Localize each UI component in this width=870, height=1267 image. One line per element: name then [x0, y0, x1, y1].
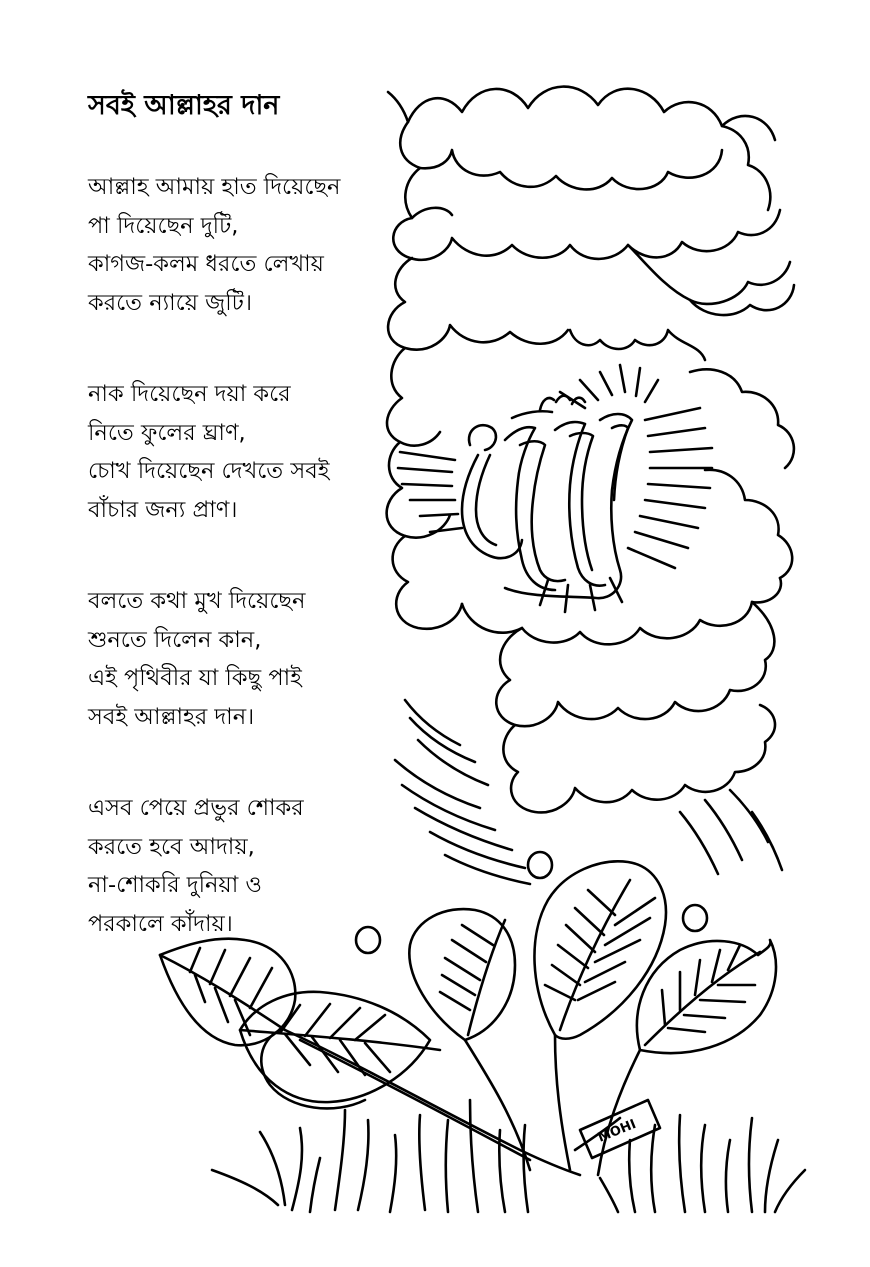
stanza-4: [88, 789, 408, 943]
glow-rays: [398, 330, 712, 612]
allah-calligraphy: [462, 396, 632, 599]
leaf: [637, 940, 776, 1053]
poem-line: শুনতে দিলেন কান,: [88, 626, 262, 653]
poem-line: নাক দিয়েছেন দয়া করে: [88, 381, 291, 407]
poem-line: পা দিয়েছেন দুটি,: [88, 212, 239, 239]
leaf: [534, 861, 665, 1038]
stanza-1: [88, 168, 408, 322]
wind-lines: [395, 700, 782, 884]
stanza-2: [88, 375, 408, 529]
cloud-band: [722, 126, 770, 210]
cloud-band: [628, 245, 790, 304]
poem-line: বাঁচার জন্য প্রাণ।: [88, 496, 238, 523]
poem-line: চোখ দিয়েছেন দেখতে সবই: [88, 458, 330, 484]
poem-line: না-শোকরি দুনিয়া ও: [88, 872, 262, 898]
cloud-band: [388, 87, 775, 140]
cloud-band: [690, 369, 794, 468]
leaf: [261, 1030, 365, 1108]
poem-line: পরকালে কাঁদায়।: [88, 910, 233, 937]
poem-line: এসব পেয়ে প্রভুর শোকর: [88, 795, 304, 821]
glow-outline: [570, 330, 705, 360]
poem-line: সবই আল্লাহর দান।: [88, 703, 255, 730]
bubbles: [356, 852, 707, 953]
cloud-band: [705, 470, 792, 578]
cloud-band: [412, 208, 452, 218]
poem-title: সবই আল্লাহর দান: [88, 90, 280, 121]
poem-line: নিতে ফুলের ঘ্রাণ,: [88, 419, 246, 446]
leaf: [409, 909, 515, 1040]
cloud-band: [400, 122, 722, 189]
signature-text: MOHI: [595, 1116, 639, 1146]
cloud-stack: [387, 87, 794, 813]
leaf: [240, 992, 430, 1102]
poem-line: এই পৃথিবীর যা কিছু পাই: [88, 665, 302, 691]
poem-line: করতে ন্যায়ে জুটি।: [88, 289, 252, 316]
stanza-3: [88, 582, 408, 736]
poem-line: করতে হবে আদায়,: [88, 833, 255, 860]
cloud-band: [462, 578, 781, 644]
cloud-band: [388, 258, 568, 350]
poem-line: বলতে কথা মুখ দিয়েছেন: [88, 588, 306, 614]
poem-line: কাগজ-কলম ধরতে লেখায়: [88, 251, 324, 277]
poem: [88, 88, 408, 996]
poem-line: আল্লাহ আমায় হাত দিয়েছেন: [88, 174, 341, 200]
signature: [580, 1100, 660, 1158]
cloud-band: [496, 602, 774, 726]
